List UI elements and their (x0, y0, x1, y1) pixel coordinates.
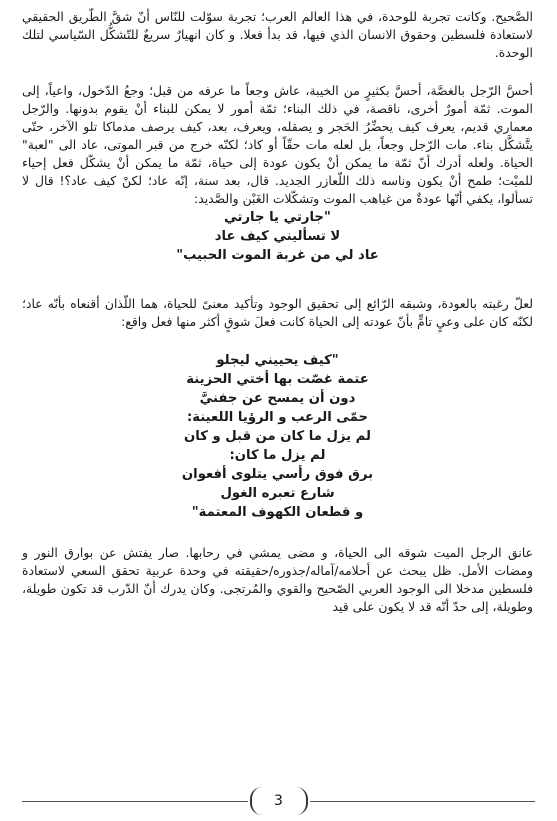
poem-stanza-2 (22, 351, 533, 522)
poem-line: حمّى الرعب و الرؤيا اللعينة: (186, 410, 368, 425)
poem-line: "كيف يحييني ليجلو (216, 353, 339, 368)
page-number-box (250, 787, 308, 815)
poem-line: و قطعان الكهوف المعتمة" (191, 505, 364, 520)
footer-rule-left (22, 801, 248, 802)
poem-line: شارع تعبره الغول (220, 486, 335, 501)
page-body (22, 8, 533, 616)
paragraph-3: لعلّ رغبته بالعودة، وشبقه الرّائع إلى تحقيق الوجود وتأكيد معنىً للحياة، هما اللّذان أقنعاه بأنّه عاد؛ لكنّه كان على وعيٍ تامٍّ بأنّ عودته إلى الحياة كانت فعلَ شوقٍ أكثر منها فعل واقع: (22, 296, 533, 329)
poem-line: دون أن يمسح عن جفنيَّ (199, 391, 356, 406)
poem-stanza-1 (22, 208, 533, 265)
poem-line: "جارتي يا جارتي (224, 210, 331, 225)
paragraph-2: أحسَّ الرّجل بالغصَّة، أحسَّ بكثيرٍ من الخيبة، عاش وجعاً ما عرفه من قبل؛ وجعُ الدّخول، واعياً، إلى الموت. ثمّة أمورٌ أخرى، ناقصة، في ذلك البناء؛ ثمّة أمور لا يمكن للبناء أنْ يقوم بدونها. والرّجل معماري قديم، يعرف كيف يحضِّرُ الحَجر و يصقله، ويعرف، بعد، كيف يرصف مدماكا تلو الآخر، حتّى يتَّشكَّل بناء. مات الرّجل وجعاً، بل لعله مات حقّاً أو كاد؛ لكنّه خرج من قبر الموتى، عاد الى "لعبة" الحياة. ولعله أدرك أنّ ثمّة ما يمكن أنْ يكون عودة إلى حياة، ثمّة ما يمكن أنْ يشكّل فعل إحياء للميْت؛ طمح أنْ يكون وناسه ذلك اللّعازر الجديد. قال، بعد سنة، إنّه عاد؛ لكنْ كيف عاد؟! قال لا تسألوا، يكفي أنّها عودةٌ من غياهب الموت وتشكّلات الغَبْن والصَّديد: (22, 83, 533, 206)
paragraph-1: الصَّحيح. وكانت تجربة للوحدة، في هذا العالم العرب؛ تجربة سوّلت للنّاس أنّ شقَّ الطّريق الحقيقي لاستعادة فلسطين وحقوق الانسان الذي فيها، قد بدأ فعلا. و كان انهيارٌ سريعٌ للتّشكُّل السّياسي لتلك الوحدة. (22, 9, 533, 60)
poem-line: عتمة غصّت بها أختي الحزينة (186, 372, 369, 387)
poem-line: لم يزل ما كان: (229, 448, 326, 463)
paragraph-4: عانق الرجل الميت شوقه الى الحياة، و مضى يمشي في رحابها. صار يفتش عن بوارق النور و ومضات الأمل. ظل يبحث عن أحلامه/آماله/جذوره/حقيقته في وحدة عربية تحقق السعي لاستعادة فلسطين مدخلا الى الوجود العربي الصّحيح والقوي والمُرتجى. وكان يدرك أنّ الدّرب قد تكون طويلة، وطويلة، إلى حدّ أنّه قد لا يكون على قيد (22, 545, 533, 614)
poem-line: لم يزل ما كان من قبل و كان (184, 429, 371, 444)
page-footer (22, 787, 535, 815)
poem-line: عاد لي من غربة الموت الحبيب" (176, 248, 379, 263)
poem-line: برق فوق رأسي يتلوى أفعوان (181, 467, 374, 482)
poem-line: لا تسأليني كيف عاد (214, 229, 341, 244)
footer-rule-right (310, 801, 536, 802)
page-number: 3 (274, 793, 283, 809)
